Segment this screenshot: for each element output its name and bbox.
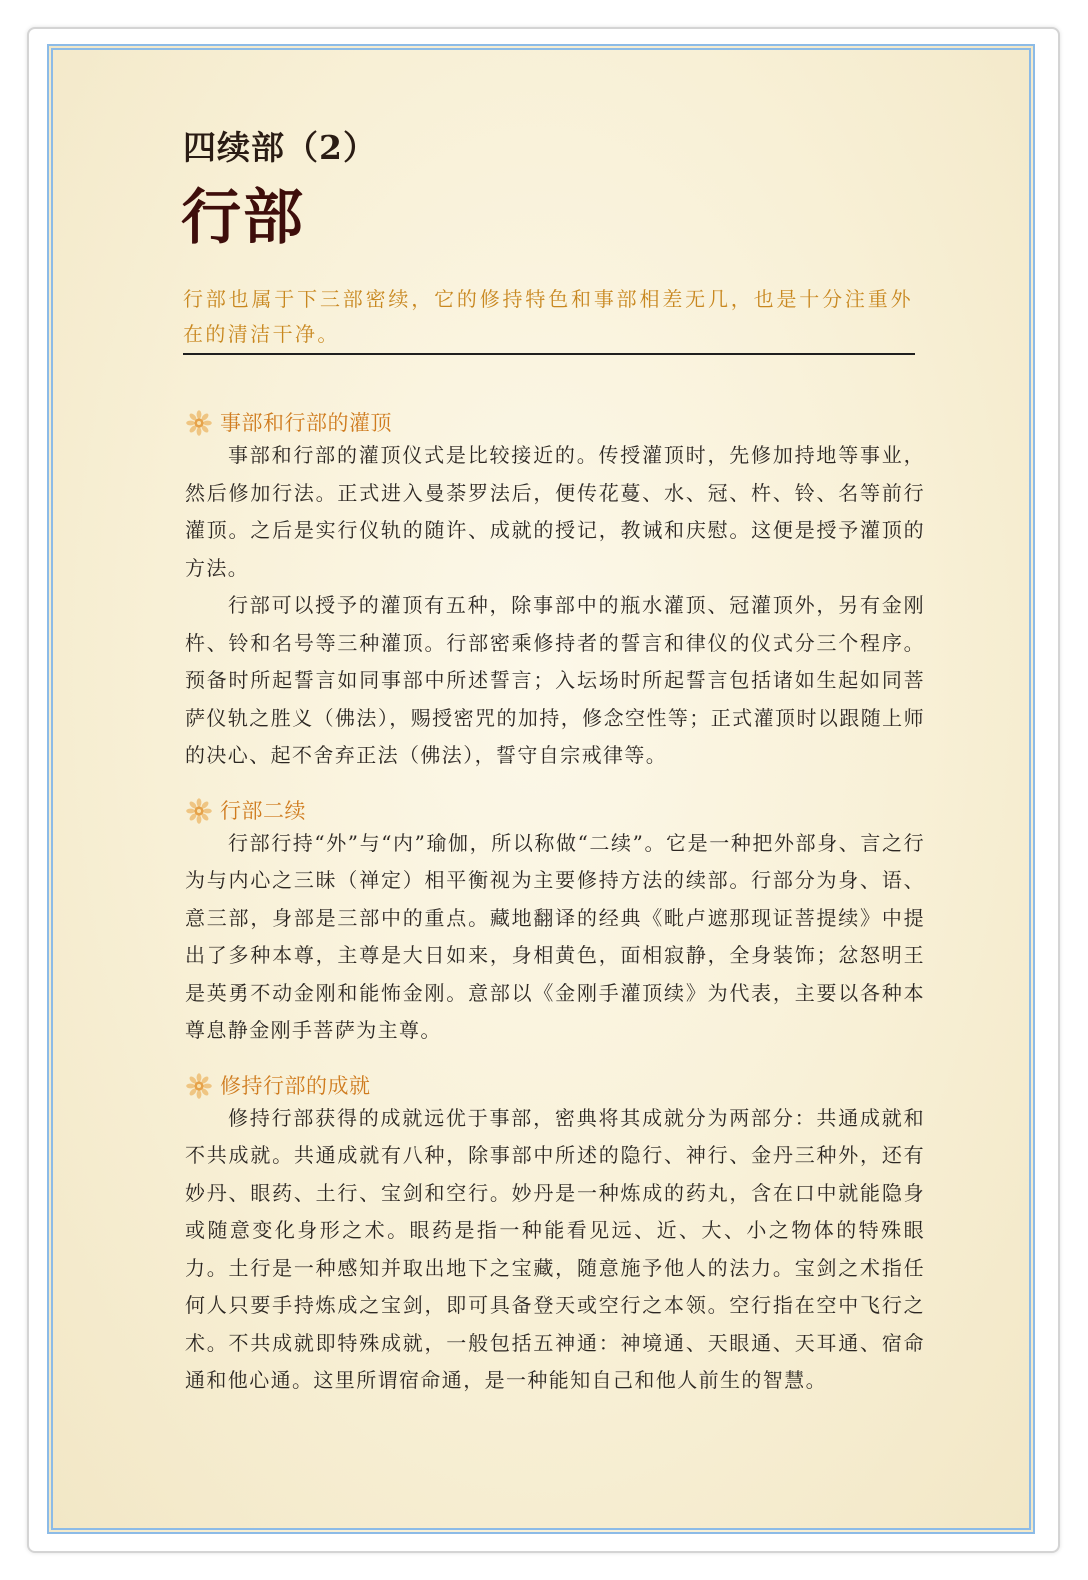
intro-text: 行部也属于下三部密续，它的修持特色和事部相差无几，也是十分注重外在的清洁干净。 xyxy=(183,287,913,346)
flower-ornament-icon xyxy=(185,409,213,437)
section-heading xyxy=(185,409,925,437)
section-two-tantras xyxy=(185,797,925,1050)
section-attainments xyxy=(185,1072,925,1400)
divider-rule xyxy=(183,353,915,355)
section-heading xyxy=(185,1072,925,1100)
section-heading-text: 修持行部的成就 xyxy=(220,1073,371,1098)
section-initiation xyxy=(185,409,925,775)
paragraph: 行部可以授予的灌顶有五种，除事部中的瓶水灌顶、冠灌顶外，另有金刚杵、铃和名号等三种灌顶。行部密乘修持者的誓言和律仪的仪式分三个程序。预备时所起誓言如同事部中所述誓言；入坛场时所起誓言包括诸如生起如同菩萨仪轨之胜义（佛法），赐授密咒的加持，修念空性等；正式灌顶时以跟随上师的决心、起不舍弃正法（佛法），誓守自宗戒律等。 xyxy=(185,593,925,767)
section-heading-text: 行部二续 xyxy=(220,798,306,823)
section-heading-text: 事部和行部的灌顶 xyxy=(220,411,392,435)
article-body xyxy=(185,409,925,1400)
paragraph: 事部和行部的灌顶仪式是比较接近的。传授灌顶时，先修加持地等事业，然后修加行法。正式进入曼荼罗法后，便传花蔓、水、冠、杵、铃、名等前行灌顶。之后是实行仪轨的随许、成就的授记，教诫和庆慰。这便是授予灌顶的方法。 xyxy=(185,443,925,580)
section-heading xyxy=(185,797,925,825)
flower-ornament-icon xyxy=(185,1072,213,1100)
paragraph: 修持行部获得的成就远优于事部，密典将其成就分为两部分：共通成就和不共成就。共通成就有八种，除事部中所述的隐行、神行、金丹三种外，还有妙丹、眼药、土行、宝剑和空行。妙丹是一种炼成的药丸，含在口中就能隐身或随意变化身形之术。眼药是指一种能看见远、近、大、小之物体的特殊眼力。土行是一种感知并取出地下之宝藏，随意施予他人的法力。宝剑之术指任何人只要手持炼成之宝剑，即可具备登天或空行之本领。空行指在空中飞行之术。不共成就即特殊成就，一般包括五神通：神境通、天眼通、天耳通、宿命通和他心通。这里所谓宿命通，是一种能知自己和他人前生的智慧。 xyxy=(185,1105,925,1392)
series-title: 四续部（2） xyxy=(183,128,377,167)
paragraph: 行部行持“外”与“内”瑜伽，所以称做“二续”。它是一种把外部身、言之行为与内心之三昧（禅定）相平衡视为主要修持方法的续部。行部分为身、语、意三部，身部是三部中的重点。藏地翻译的经典《毗卢遮那现证菩提续》中提出了多种本尊，主尊是大日如来，身相黄色，面相寂静，全身装饰；忿怒明王是英勇不动金刚和能怖金刚。意部以《金刚手灌顶续》为代表，主要以各种本尊息静金刚手菩萨为主尊。 xyxy=(185,830,925,1042)
chapter-title: 行部 xyxy=(181,183,305,253)
flower-ornament-icon xyxy=(185,797,213,825)
